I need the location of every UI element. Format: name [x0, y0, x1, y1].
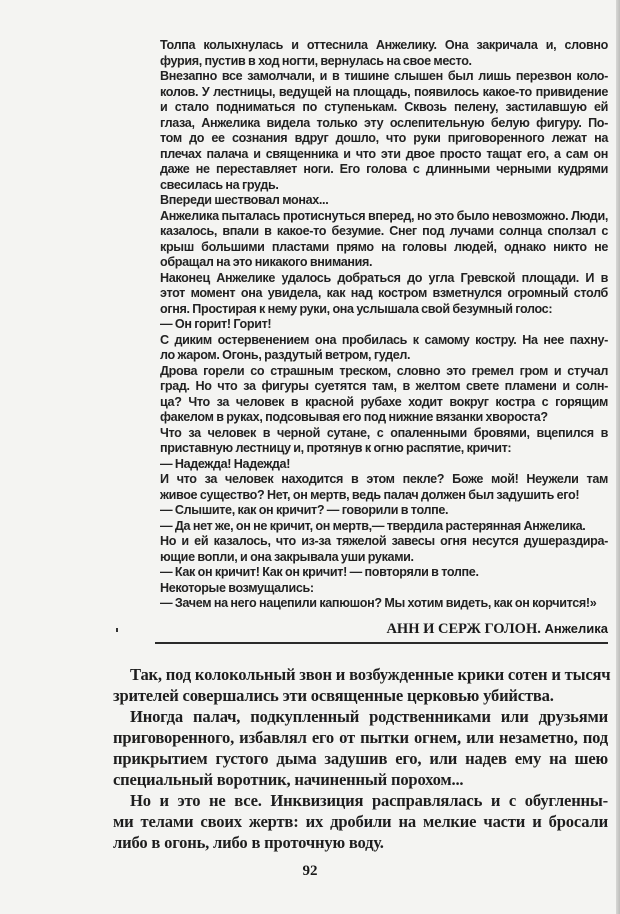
body-line: Иногда палач, подкупленный родственниками или друзьями — [130, 707, 608, 726]
body-line: приговоренного, избавлял его от пытки огнем, или незаметно, под — [113, 728, 608, 747]
body-text — [113, 664, 611, 853]
quote-line: град. Но что за фигуры суетятся там, в желтом свете пламени и солн- — [160, 379, 608, 393]
quote-line: ло жаром. Огонь, раздутый ветром, гудел. — [160, 348, 411, 362]
quote-line: — Слышите, как он кричит? — говорили в толпе. — [160, 503, 449, 517]
quote-line: приставную лестницу и, протянув к огню распятие, кричит: — [160, 441, 512, 455]
body-line: либо в огонь, либо в проточную воду. — [113, 833, 384, 852]
quote-line: С диким остервенением она пробилась к самому костру. На нее пахну- — [160, 332, 608, 347]
quote-line: факелом в руках, подсовывая его под нижние вязанки хвороста? — [160, 410, 548, 424]
quote-line: даже не переставляет ноги. Его голова с длинными черными кудрями — [160, 162, 608, 176]
quote-line: — Как он кричит! Как он кричит! — повторяли в толпе. — [160, 565, 479, 579]
quote-line: крыш большими пластами прямо на головы людей, однако никто не — [160, 239, 608, 254]
body-line: ми телами своих жертв: их дробили на мелкие части и бросали — [113, 812, 608, 831]
quote-line: И что за человек находится в этом пекле? Боже мой! Неужели там — [160, 472, 608, 486]
quote-line: фурия, пустив в ход ногти, вернулась на свое место. — [160, 53, 472, 68]
body-line: специальный воротник, начиненный порохом... — [113, 770, 464, 789]
page-number: 92 — [302, 863, 318, 879]
body-line: прикрытием густого дыма задушив его, или надев ему на шею — [113, 749, 608, 768]
quote-line: Внезапно все замолчали, и в тишине слышен был лишь перезвон коло- — [160, 69, 608, 83]
quote-line: Что за человек в черной сутане, с опаленными бровями, вцепился в — [160, 425, 608, 440]
body-line: Но и это не все. Инквизиция расправлялась и с обугленны- — [130, 791, 608, 810]
quote-line: живое существо? Нет, он мертв, ведь палач должен был задушить его! — [160, 487, 580, 502]
quote-line: Толпа колыхнулась и оттеснила Анжелику. Она закричала и, словно — [160, 38, 608, 52]
quote-line: свесилась на грудь. — [160, 177, 279, 192]
quote-line: казалось, впали в какое-то безумие. Снег под лучами солнца сползал с — [160, 224, 608, 238]
quote-line: том до ее сознания вдруг дошло, что руки приговоренного лежат на — [160, 131, 608, 145]
body-line: Так, под колокольный звон и возбужденные крики сотен и тысяч — [130, 665, 611, 684]
quote-line: огня. Простирая к нему руки, она услышала свой безумный голос: — [160, 301, 553, 316]
quote-line: — Да нет же, он не кричит, он мертв,— твердила растерянная Анжелика. — [160, 518, 586, 533]
quote-line: Дрова горели со страшным треском, словно это гремел гром и стучал — [160, 363, 608, 378]
quote-line: Но и ей казалось, что из-за тяжелой завесы огня несутся душераздира- — [160, 534, 608, 548]
quote-line: ца? Что за человек в красной рубахе ходит вокруг костра с горящим — [160, 394, 608, 409]
quote-line: плечах палача и священника и что эти двое просто тащат его, а сам он — [160, 146, 608, 161]
attribution-book: Анжелика — [544, 621, 608, 636]
page-edge-shadow — [616, 0, 620, 914]
quote-line: глаза, Анжелика видела только эту ослепительную белую фигуру. По- — [160, 115, 608, 130]
epigraph-quote — [160, 38, 608, 612]
quote-line: — Зачем на него нацепили капюшон? Мы хотим видеть, как он корчится!» — [160, 596, 597, 610]
quote-attribution — [160, 620, 608, 638]
quote-line: и стало подниматься по ступенькам. Сквозь пелену, застилавшую ей — [160, 100, 608, 114]
quote-line: Некоторые возмущались: — [160, 580, 314, 595]
quote-line: ющие вопли, и она закрывала уши руками. — [160, 549, 414, 564]
quote-line: Анжелика пыталась протиснуться вперед, но это было невозможно. Люди, — [160, 208, 608, 223]
divider-rule — [155, 642, 608, 644]
scan-speck — [116, 628, 118, 632]
quote-line: обращал на это никакого внимания. — [160, 255, 373, 269]
quote-line: Впереди шествовал монах... — [160, 193, 329, 207]
quote-line: — Надежда! Надежда! — [160, 456, 291, 471]
quote-line: этот момент она увидела, как над костром взметнулся огромный столб — [160, 286, 608, 300]
body-line: зрителей совершались эти освященные церковью убийства. — [113, 686, 554, 705]
quote-line: Наконец Анжелике удалось добраться до угла Гревской площади. И в — [160, 270, 608, 285]
quote-line: — Он горит! Горит! — [160, 317, 272, 331]
quote-line: колов. У лестницы, ведущей на площадь, появилось какое-то привидение — [160, 84, 608, 99]
attribution-author: АНН И СЕРЖ ГОЛОН. — [386, 621, 541, 637]
